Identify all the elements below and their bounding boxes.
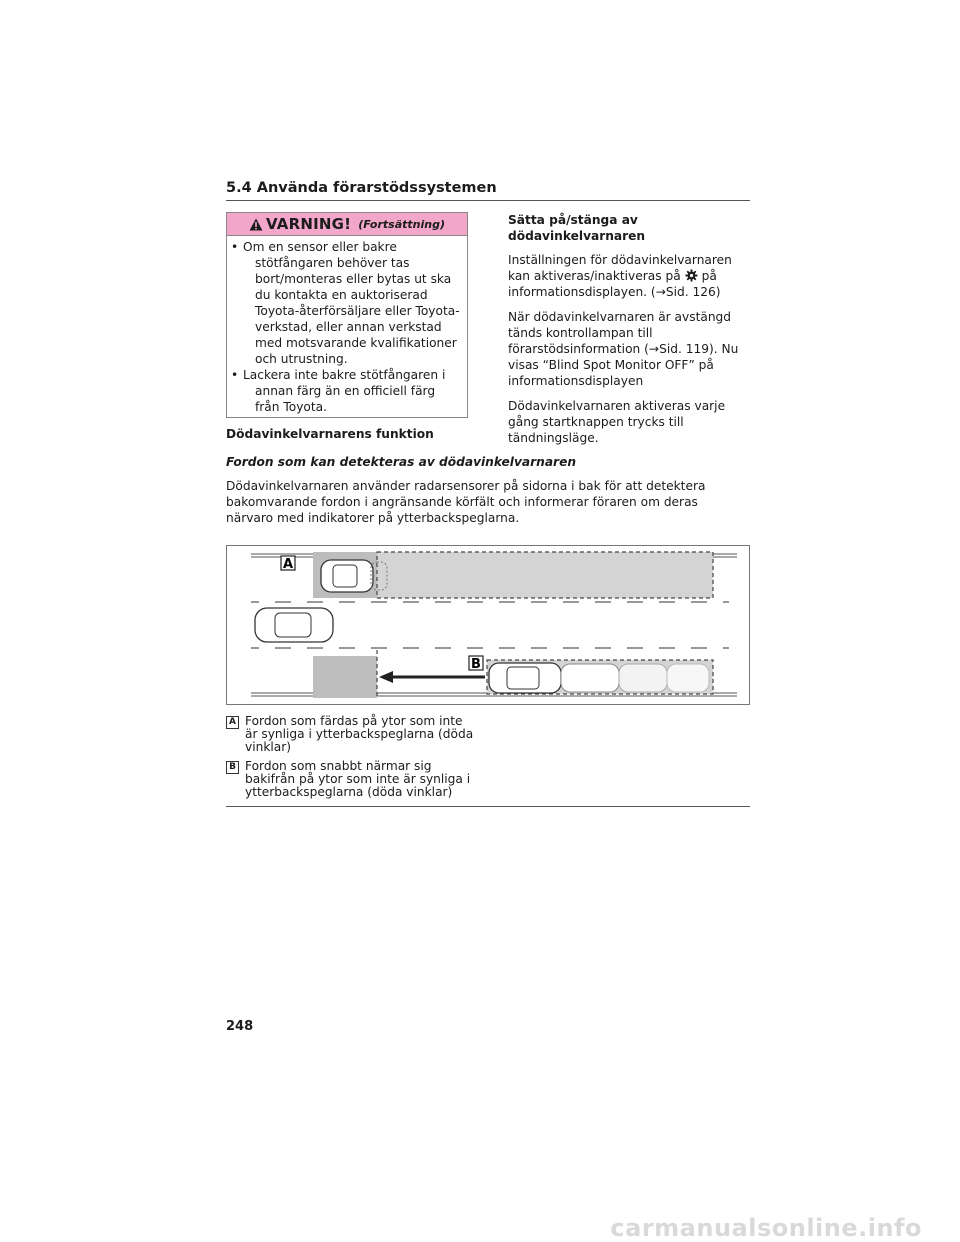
function-subtitle: Fordon som kan detekteras av dödavinkelvarnaren (226, 455, 577, 469)
warning-title: VARNING! (266, 215, 352, 233)
label-b: B (471, 657, 481, 672)
bottom-divider (226, 806, 750, 807)
blind-spot-diagram (226, 545, 750, 705)
section-title: 5.4 Använda förarstödssystemen (226, 178, 750, 201)
gear-icon (685, 269, 698, 282)
settings-column (508, 212, 752, 455)
function-title: Dödavinkelvarnarens funktion (226, 427, 434, 441)
legend-text-b: Fordon som snabbt närmar sig bakifrån på ytor som inte är synliga i ytterbackspeglarna (döda vinklar) (245, 759, 471, 799)
settings-paragraph: Inställningen för dödavinkelvarnaren kan aktiveras/inaktiveras på på informationsdisplayen. (→Sid. 126) (508, 253, 732, 299)
warning-bullet-first: Om en sensor eller bakre (243, 240, 397, 254)
blind-spot-illustration (227, 546, 749, 704)
warning-bullet: • Om en sensor eller bakre stötfångaren behöver tas bort/monteras eller bytas ut ska du kontakta en auktoriserad Toyota-återförsäljare eller Toyota-verkstad, eller annan verkstad med motsvarande kvalifikationer och utrustning. (231, 240, 460, 366)
warning-bullet-rest: stötfångaren behöver tas bort/monteras eller bytas ut ska du kontakta en auktoriserad Toyota-återförsäljare eller Toyota-verkstad, eller annan verkstad med motsvarande kvalifikationer och utrustning. (255, 256, 460, 366)
warning-bullet-first: Lackera inte bakre stötfångaren i (243, 368, 446, 382)
watermark: carmanualsonline.info (610, 1214, 922, 1242)
legend-key-b: B (226, 761, 239, 774)
vehicle-b (489, 663, 709, 693)
warning-box (226, 212, 468, 418)
warning-continued: (Fortsättning) (358, 217, 445, 231)
warning-triangle-icon (249, 218, 263, 231)
function-body: Dödavinkelvarnaren använder radarsensorer på sidorna i bak för att detektera bakomvarande fordon i angränsande körfält och informerar föraren om deras närvaro med indikatorer på ytterbackspeglarna. (226, 479, 706, 525)
warning-body (227, 236, 467, 415)
settings-heading: Sätta på/stänga av dödavinkelvarnaren (508, 213, 646, 243)
bsm-off-paragraph: När dödavinkelvarnaren är avstängd tänds kontrollampan till förarstödsinformation (→Sid. 119). Nu visas “Blind Spot Monitor OFF” på informationsdisplayen (508, 310, 739, 388)
warning-bullet: • Lackera inte bakre stötfångaren i annan färg än en officiell färg från Toyota. (231, 367, 461, 415)
own-vehicle (255, 608, 333, 642)
legend-text-a: Fordon som färdas på ytor som inte är synliga i ytterbackspeglarna (döda vinklar) (245, 714, 474, 754)
legend-item-a (226, 715, 476, 754)
warning-bullet-rest: annan färg än en officiell färg från Toyota. (255, 384, 436, 414)
page-number: 248 (226, 1019, 254, 1034)
legend-item-b (226, 760, 476, 799)
label-a: A (282, 557, 294, 572)
warning-header (227, 213, 467, 236)
bsm-activation-paragraph: Dödavinkelvarnaren aktiveras varje gång startknappen trycks till tändningsläge. (508, 399, 726, 445)
legend-key-a: A (226, 716, 239, 729)
